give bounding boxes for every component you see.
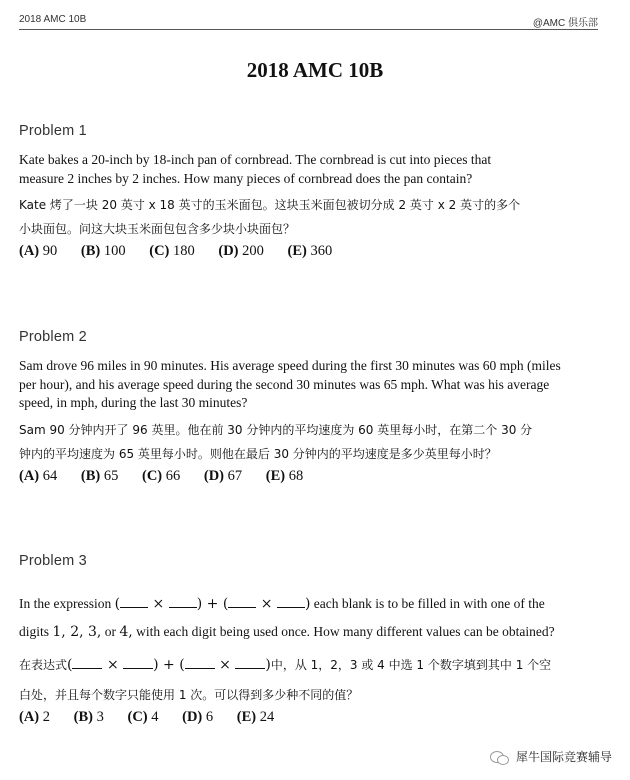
choice-value: 200 [242, 243, 264, 259]
choice-label: (D) [203, 468, 225, 484]
choice-label: (B) [73, 709, 93, 725]
choice-c [149, 243, 195, 260]
choice-value: 100 [103, 243, 126, 259]
paren: ) [265, 657, 271, 673]
problem-3-title: Problem 3 [19, 553, 87, 569]
problem-2-chinese [19, 418, 609, 466]
choice-label: (E) [265, 468, 286, 484]
problem-1-choices [19, 243, 332, 260]
math-expression [115, 596, 311, 612]
text-segment: with each digit being used once. How many different values can be obtained? [136, 624, 555, 639]
choice-label: (C) [141, 468, 163, 484]
choice-e [237, 709, 274, 726]
plus-sign: + [206, 596, 219, 612]
problem-3-cn-line [19, 650, 609, 680]
choice-d [204, 468, 242, 485]
choice-a [19, 243, 57, 260]
text-segment: In the expression [19, 596, 112, 611]
choice-value: 90 [42, 243, 58, 259]
times-sign: × [152, 596, 165, 612]
choice-value: 24 [259, 709, 275, 725]
problem-1-en-line: measure 2 inches by 2 inches. How many pieces of cornbread does the pan contain? [19, 170, 473, 186]
problem-1-cn-line: 小块面包。问这大块玉米面包包含多少块小块面包？ [19, 222, 296, 236]
footer-watermark [490, 748, 612, 765]
blank [185, 656, 215, 669]
choice-label: (A) [19, 709, 40, 725]
choice-a [19, 709, 50, 726]
problem-1-title: Problem 1 [19, 123, 87, 139]
plus-sign: + [163, 657, 175, 673]
choice-label: (A) [19, 243, 40, 259]
problem-2-en-line: Sam drove 96 miles in 90 minutes. His average speed during the first 30 minutes was 60 mph (miles [19, 358, 561, 373]
digits: 4, [119, 624, 133, 640]
choice-label: (D) [182, 709, 203, 725]
problem-2-cn-line: Sam 90 分钟内开了 96 英里。他在前 30 分钟内的平均速度为 60 英里每小时，在第二个 30 分 [19, 423, 533, 437]
choice-value: 65 [103, 468, 119, 484]
problem-1-chinese [19, 193, 609, 241]
choice-value: 67 [227, 468, 243, 484]
digits: 1, 2, 3, [52, 624, 102, 640]
choice-e [266, 468, 303, 485]
choice-value: 6 [205, 709, 214, 725]
blank [277, 597, 305, 608]
choice-value: 180 [173, 243, 195, 259]
problem-3-cn-line: 白处，并且每个数字只能使用 1 次。可以得到多少种不同的值？ [19, 688, 359, 702]
times-sign: × [219, 657, 231, 673]
choice-c [127, 709, 158, 726]
problem-2-cn-line: 钟内的平均速度为 65 英里每小时。则他在最后 30 分钟内的平均速度是多少英里每小时？ [19, 447, 497, 461]
times-sign: × [260, 596, 273, 612]
choice-d [218, 243, 264, 260]
problem-1-en-line: Kate bakes a 20-inch by 18-inch pan of cornbread. The cornbread is cut into pieces that [19, 152, 492, 167]
text-segment: 中，从 1，2，3 或 4 中选 1 个数字填到其中 1 个空 [270, 658, 552, 672]
problem-3-en-line [19, 590, 609, 618]
page-title: 2018 AMC 10B [246, 58, 384, 82]
blank [228, 597, 256, 608]
paren: ( [222, 596, 229, 612]
blank [72, 656, 102, 669]
times-sign: × [106, 657, 119, 673]
math-expression [67, 657, 271, 673]
choice-value: 360 [310, 243, 333, 259]
problem-1-english [19, 151, 609, 188]
choice-value: 68 [288, 468, 304, 484]
choice-label: (D) [218, 243, 239, 259]
paren: ( [179, 657, 185, 673]
problem-3-chinese [19, 650, 609, 710]
paren: ( [67, 657, 73, 673]
text-segment: each blank is to be filled in with one of the [313, 596, 545, 611]
header-left: 2018 AMC 10B [19, 14, 87, 25]
problem-3-en-line [19, 618, 609, 646]
choice-b [81, 468, 118, 485]
paren: ( [114, 596, 121, 612]
choice-label: (B) [80, 468, 101, 484]
choice-value: 3 [96, 709, 104, 725]
problem-1-cn-line: Kate 烤了一块 20 英寸 x 18 英寸的玉米面包。这块玉米面包被切分成 2 英寸 x 2 英寸的多个 [19, 198, 521, 212]
choice-label: (C) [127, 709, 148, 725]
blank [169, 597, 197, 608]
problem-2-title: Problem 2 [19, 329, 87, 345]
wechat-icon [490, 749, 510, 765]
paren: ) [153, 657, 159, 673]
header-right: @AMC 俱乐部 [532, 18, 598, 29]
header-divider [19, 29, 598, 30]
choice-b [81, 243, 126, 260]
problem-2-choices [19, 468, 303, 485]
problem-2-english [19, 357, 609, 413]
blank [120, 597, 148, 608]
choice-value: 66 [165, 468, 181, 484]
blank [235, 656, 265, 669]
problem-3-english [19, 590, 609, 646]
text-segment: or [104, 624, 116, 639]
choice-label: (C) [149, 243, 170, 259]
choice-label: (E) [236, 709, 257, 725]
choice-a [19, 468, 57, 485]
paren: ) [304, 596, 311, 612]
choice-label: (E) [287, 243, 307, 259]
problem-2-en-line: speed, in mph, during the last 30 minutes? [19, 395, 248, 410]
text-segment: digits [19, 624, 50, 639]
problem-2-en-line: per hour), and his average speed during the second 30 minutes was 65 mph. What was his average [19, 376, 550, 392]
choice-d [182, 709, 213, 726]
text-segment: 在表达式 [19, 658, 68, 672]
choice-value: 2 [42, 709, 51, 725]
choice-c [142, 468, 180, 485]
blank [123, 656, 153, 669]
choice-label: (A) [19, 468, 40, 484]
choice-value: 64 [42, 468, 58, 484]
paren: ) [196, 596, 203, 612]
choice-e [288, 243, 333, 260]
problem-3-choices [19, 709, 274, 726]
choice-value: 4 [151, 709, 159, 725]
footer-text: 犀牛国际竞赛辅导 [515, 750, 612, 764]
choice-label: (B) [80, 243, 101, 259]
choice-b [74, 709, 104, 726]
